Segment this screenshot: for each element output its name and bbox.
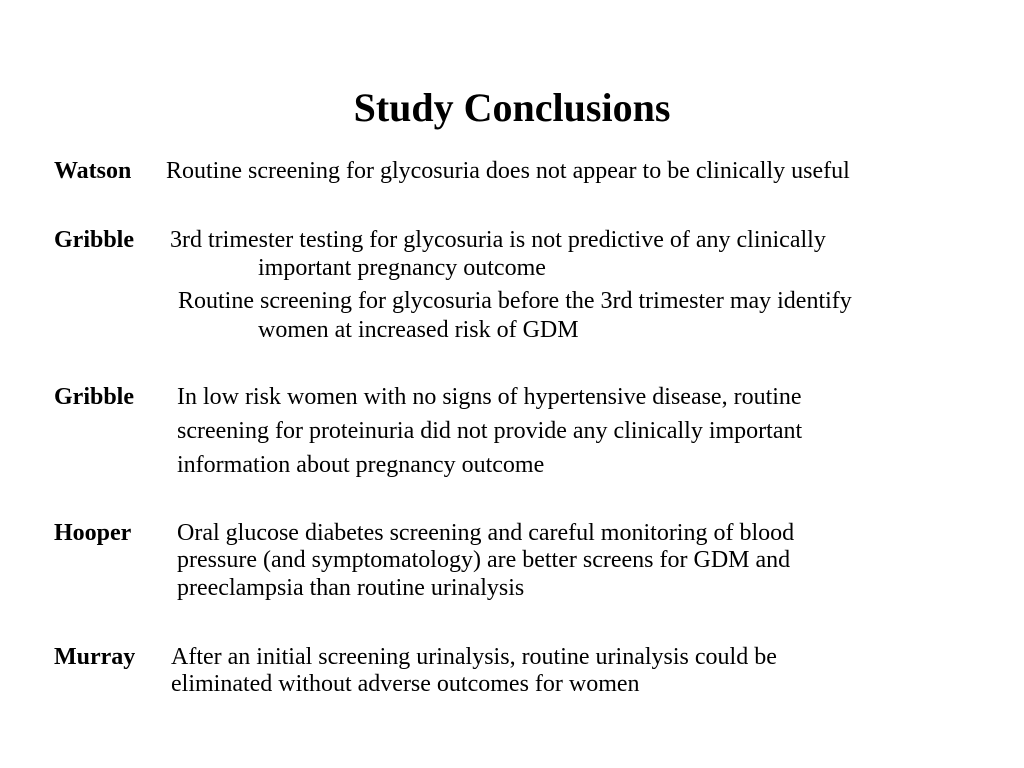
conclusion-text: pressure (and symptomatology) are better screens for GDM and <box>177 547 791 573</box>
conclusion-text: In low risk women with no signs of hypertensive disease, routine <box>177 384 802 410</box>
conclusion-text: 3rd trimester testing for glycosuria is not predictive of any clinically <box>170 227 826 253</box>
author-watson: Watson <box>54 158 132 184</box>
author-hooper: Hooper <box>54 520 132 546</box>
author-gribble-proteinuria: Gribble <box>54 384 135 410</box>
slide-title: Study Conclusions <box>353 85 671 130</box>
conclusion-text: Routine screening for glycosuria does not appear to be clinically useful <box>166 158 850 184</box>
conclusion-text: eliminated without adverse outcomes for women <box>171 671 640 697</box>
author-murray: Murray <box>54 644 136 670</box>
conclusion-text: women at increased risk of GDM <box>258 317 579 343</box>
conclusion-text: preeclampsia than routine urinalysis <box>177 575 525 601</box>
conclusion-text: screening for proteinuria did not provide any clinically important <box>177 418 803 444</box>
conclusion-text: Routine screening for glycosuria before the 3rd trimester may identify <box>178 288 852 314</box>
conclusion-text: Oral glucose diabetes screening and careful monitoring of blood <box>177 520 795 546</box>
conclusion-text: information about pregnancy outcome <box>177 452 545 478</box>
conclusion-text: After an initial screening urinalysis, routine urinalysis could be <box>171 644 777 670</box>
author-gribble-glycosuria: Gribble <box>54 227 135 253</box>
conclusion-text: important pregnancy outcome <box>258 255 546 281</box>
